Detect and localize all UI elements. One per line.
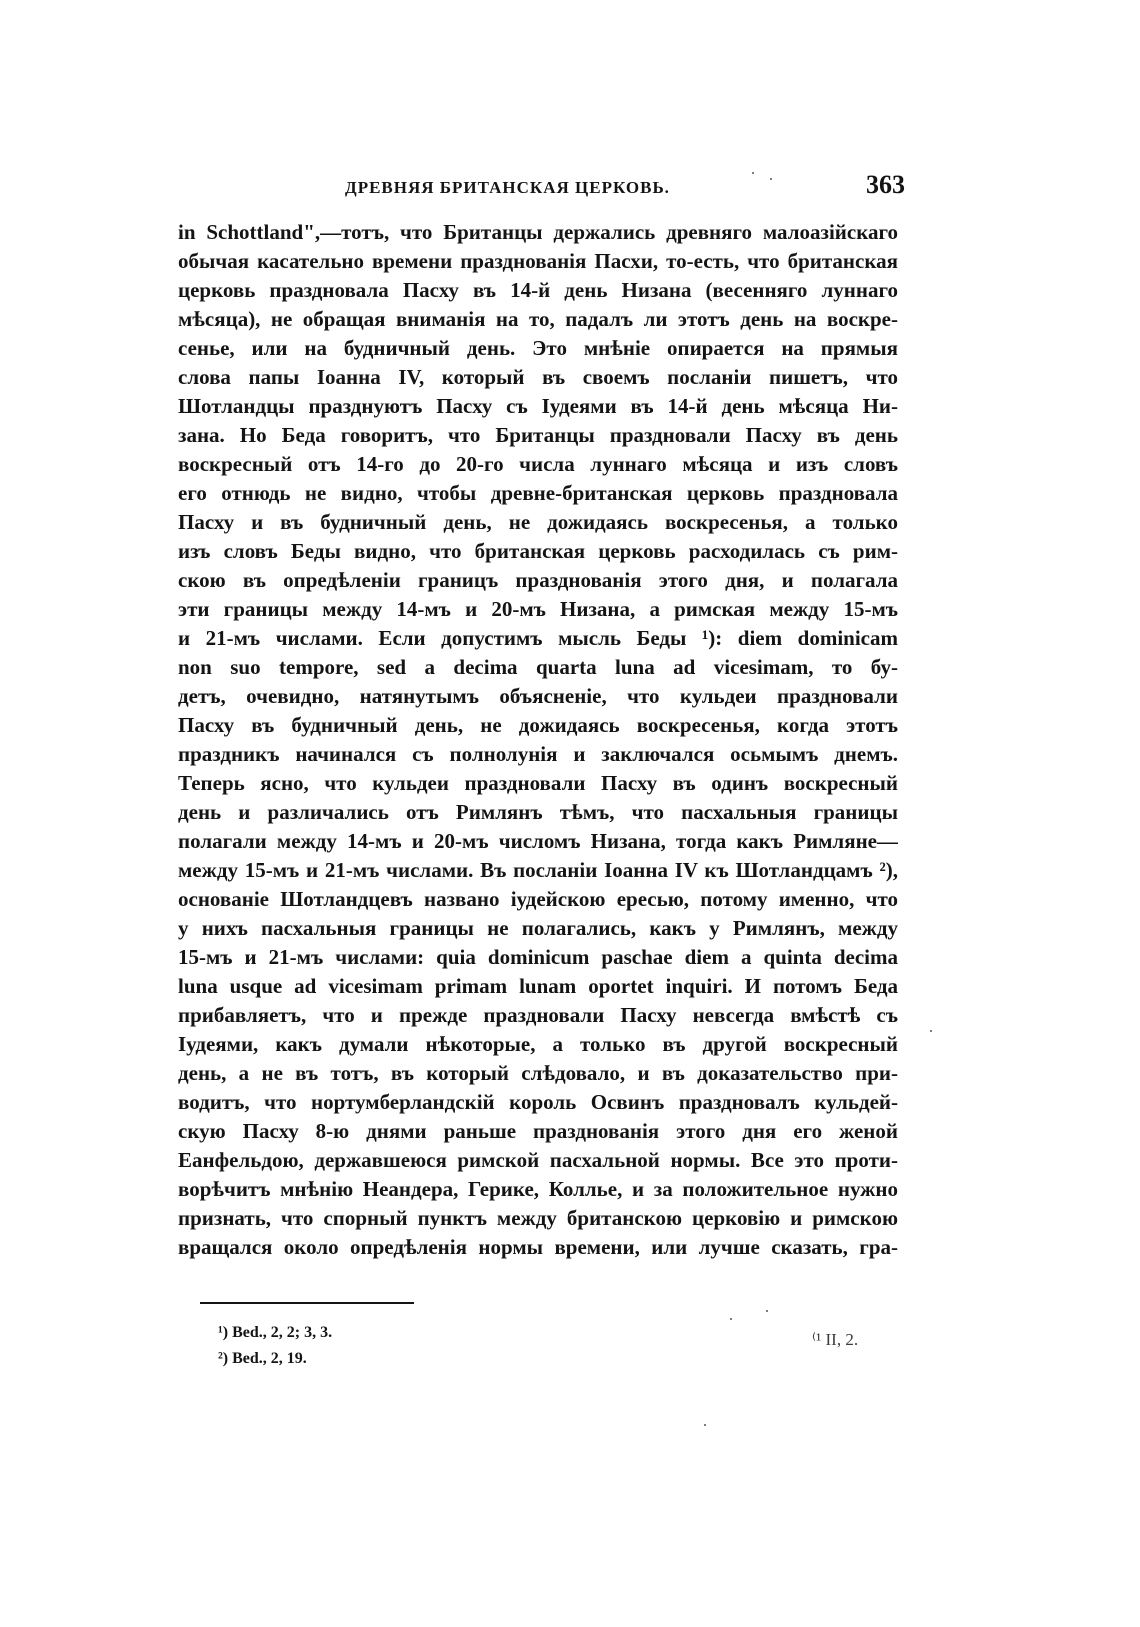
text-line: 15-мъ и 21-мъ числами: quia dominicum paschae diem a quinta decima <box>178 945 898 969</box>
scan-speck <box>770 178 772 180</box>
text-line: Шотландцы празднуютъ Пасху съ Іудеями въ 14-й день мѣсяца Ни- <box>178 394 898 418</box>
footnote-rule <box>200 1302 414 1304</box>
text-line: обычая касательно времени празднованія Пасхи, то-есть, что британская <box>178 249 898 273</box>
text-line: Пасху и въ будничный день, не дожидаясь воскресенья, а только <box>178 510 898 534</box>
bleed-through-text: ⁽¹ II, 2. <box>812 1330 859 1349</box>
text-line: основаніе Шотландцевъ названо іудейскою ересью, потому именно, что <box>178 887 898 911</box>
text-line: Теперь ясно, что кульдеи праздновали Пасху въ одинъ воскресный <box>178 771 898 795</box>
text-line: эти границы между 14-мъ и 20-мъ Низана, а римская между 15-мъ <box>178 597 898 621</box>
text-line: изъ словъ Беды видно, что британская церковь расходилась съ рим- <box>178 539 898 563</box>
page-number: 363 <box>866 170 905 199</box>
text-line: воскресный отъ 14-го до 20-го числа луннаго мѣсяца и изъ словъ <box>178 452 898 476</box>
running-head <box>205 166 905 206</box>
text-line: скою въ опредѣленіи границъ празднованія этого дня, и полагала <box>178 568 898 592</box>
footnote-1: ¹) Bed., 2, 2; 3, 3. <box>218 1324 333 1341</box>
scan-speck <box>730 1318 732 1320</box>
text-line: полагали между 14-мъ и 20-мъ числомъ Низана, тогда какъ Римляне— <box>178 829 898 853</box>
text-line: признать, что спорный пунктъ между британскою церковію и римскою <box>178 1206 898 1230</box>
text-line: Еанфельдою, державшеюся римской пасхальной нормы. Все это проти- <box>178 1148 898 1172</box>
running-head-title: ДРЕВНЯЯ БРИТАНСКАЯ ЦЕРКОВЬ. <box>345 178 670 197</box>
text-line: у нихъ пасхальныя границы не полагались, какъ у Римлянъ, между <box>178 916 898 940</box>
text-line: прибавляетъ, что и прежде праздновали Пасху невсегда вмѣстѣ съ <box>178 1003 898 1027</box>
text-line: между 15-мъ и 21-мъ числами. Въ посланіи Іоанна IV къ Шотландцамъ ²), <box>178 858 898 882</box>
scan-speck <box>766 1310 768 1312</box>
text-line: сенье, или на будничный день. Это мнѣніе опирается на прямыя <box>178 336 898 360</box>
footnote-2: ²) Bed., 2, 19. <box>218 1350 307 1367</box>
text-line: Пасху въ будничный день, не дожидаясь воскресенья, когда этотъ <box>178 713 898 737</box>
scan-speck <box>752 172 754 174</box>
footnotes <box>218 1320 518 1372</box>
text-line: in Schottland",—тотъ, что Британцы держались древняго малоазійскаго <box>178 220 898 244</box>
text-line: luna usque ad vicesimam primam lunam oportet inquiri. И потомъ Беда <box>178 974 898 998</box>
text-line: ворѣчитъ мнѣнію Неандера, Герике, Коллье, и за положительное нужно <box>178 1177 898 1201</box>
text-line: слова папы Іоанна IV, который въ своемъ посланіи пишетъ, что <box>178 365 898 389</box>
text-line: день, а не въ тотъ, въ который слѣдовало, и въ доказательство при- <box>178 1061 898 1085</box>
scan-speck <box>704 1424 706 1426</box>
text-line: его отнюдь не видно, чтобы древне-британская церковь праздновала <box>178 481 898 505</box>
text-line: детъ, очевидно, натянутымъ объясненіе, что кульдеи праздновали <box>178 684 898 708</box>
text-line: церковь праздновала Пасху въ 14-й день Низана (весенняго луннаго <box>178 278 898 302</box>
body-text <box>178 218 898 1262</box>
text-line: non suo tempore, sed a decima quarta luna ad vicesimam, то бу- <box>178 655 898 679</box>
text-line: вращался около опредѣленія нормы времени, или лучше сказать, гра- <box>178 1235 898 1259</box>
text-line: зана. Но Беда говоритъ, что Британцы праздновали Пасху въ день <box>178 423 898 447</box>
scan-speck <box>930 1030 932 1032</box>
text-line: и 21-мъ числами. Если допустимъ мысль Беды ¹): diem dominicam <box>178 626 898 650</box>
text-line: праздникъ начинался съ полнолунія и заключался осьмымъ днемъ. <box>178 742 898 766</box>
text-line: мѣсяца), не обращая вниманія на то, падалъ ли этотъ день на воскре- <box>178 307 898 331</box>
text-line: скую Пасху 8-ю днями раньше празднованія этого дня его женой <box>178 1119 898 1143</box>
text-line: Іудеями, какъ думали нѣкоторые, а только въ другой воскресный <box>178 1032 898 1056</box>
text-line: день и различались отъ Римлянъ тѣмъ, что пасхальныя границы <box>178 800 898 824</box>
text-line: водитъ, что нортумберландскій король Освинъ праздновалъ кульдей- <box>178 1090 898 1114</box>
